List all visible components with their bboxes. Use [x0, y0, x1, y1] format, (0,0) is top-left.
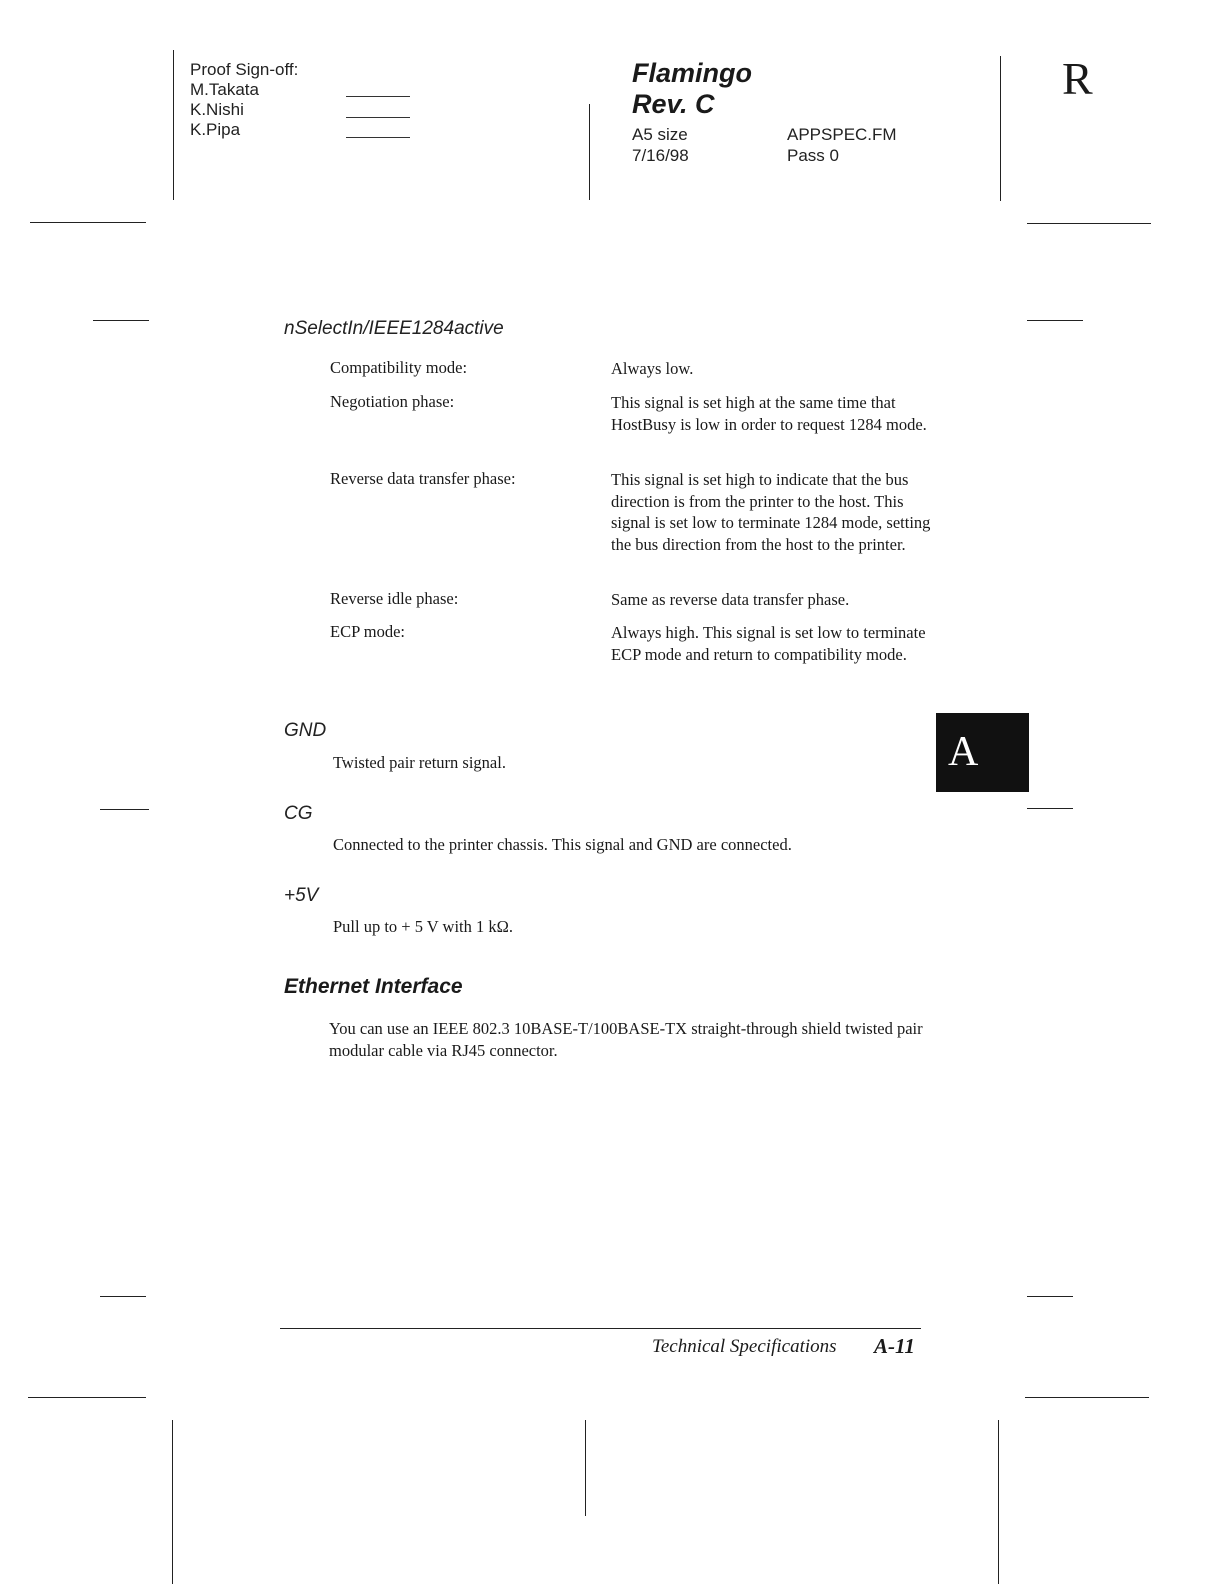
crop-mark-right-vertical-bottom — [998, 1420, 999, 1584]
corner-registration-letter: R — [1062, 53, 1093, 104]
crop-mark-right-vertical-top — [1000, 56, 1001, 201]
crop-mark-center-vertical-top — [589, 104, 590, 200]
signature-line — [346, 96, 410, 97]
signature-line — [346, 117, 410, 118]
signal-row-label: Reverse data transfer phase: — [330, 469, 516, 488]
gnd-description: Twisted pair return signal. — [333, 753, 506, 772]
signal-row-label: Reverse idle phase: — [330, 589, 459, 608]
crop-mark-left-vertical-top — [173, 50, 174, 200]
file-name: APPSPEC.FM — [787, 125, 897, 144]
appendix-side-tab: A — [936, 713, 1029, 792]
signer-name: M.Takata — [190, 80, 259, 99]
crop-mark-left-vertical-bottom — [172, 1420, 173, 1584]
margin-mark-left-2 — [100, 809, 149, 810]
margin-mark-left-1 — [93, 320, 149, 321]
signal-row-label: ECP mode: — [330, 622, 406, 641]
document-title-block — [632, 58, 752, 120]
cg-heading: CG — [284, 803, 313, 824]
ethernet-heading: Ethernet Interface — [284, 975, 463, 998]
signer-name: K.Pipa — [190, 120, 241, 139]
ethernet-description: You can use an IEEE 802.3 10BASE-T/100BASE-TX straight-through shield twisted pair modular cable via RJ45 connector. — [329, 1019, 923, 1060]
margin-mark-right-3 — [1027, 1296, 1073, 1297]
gnd-heading: GND — [284, 720, 327, 741]
signal-row-description: This signal is set high to indicate that the bus direction is from the printer to the host. This signal is set low to terminate 1284 mode, setting the bus direction from the host to the printer. — [611, 470, 931, 554]
signal-row-label: Compatibility mode: — [330, 358, 468, 377]
margin-mark-right-1 — [1027, 320, 1083, 321]
signal-row-description: Always high. This signal is set low to terminate ECP mode and return to compatibility mode. — [611, 623, 926, 664]
crop-mark-left-horizontal-top — [30, 222, 146, 223]
proof-signoff-label: Proof Sign-off: — [190, 60, 299, 79]
signal-row-description: Same as reverse data transfer phase. — [611, 590, 850, 609]
margin-mark-right-2 — [1027, 808, 1073, 809]
footer-section-title: Technical Specifications — [652, 1336, 837, 1357]
pass-number: Pass 0 — [787, 146, 839, 165]
crop-mark-right-horizontal-top — [1027, 223, 1151, 224]
product-name: Flamingo — [632, 58, 752, 88]
signal-row-label: Negotiation phase: — [330, 392, 455, 411]
revision-label: Rev. C — [632, 89, 715, 119]
plus5v-heading: +5V — [284, 885, 319, 906]
cg-description: Connected to the printer chassis. This signal and GND are connected. — [333, 835, 792, 854]
crop-mark-right-horizontal-bottom — [1025, 1397, 1149, 1398]
crop-mark-left-horizontal-bottom — [28, 1397, 146, 1398]
signature-line — [346, 137, 410, 138]
crop-mark-center-vertical-bottom — [585, 1420, 586, 1516]
signal-row-description: Always low. — [611, 359, 694, 378]
document-date: 7/16/98 — [632, 146, 689, 165]
signal-section-heading: nSelectIn/IEEE1284active — [284, 318, 504, 339]
signer-name: K.Nishi — [190, 100, 244, 119]
paper-size: A5 size — [632, 125, 688, 144]
signal-row-description: This signal is set high at the same time that HostBusy is low in order to request 1284 mode. — [611, 393, 927, 434]
margin-mark-left-3 — [100, 1296, 146, 1297]
footer-rule — [280, 1328, 921, 1329]
footer-page-number: A-11 — [874, 1334, 915, 1358]
plus5v-description: Pull up to + 5 V with 1 kΩ. — [333, 917, 514, 936]
proof-signoff-block — [190, 60, 298, 140]
